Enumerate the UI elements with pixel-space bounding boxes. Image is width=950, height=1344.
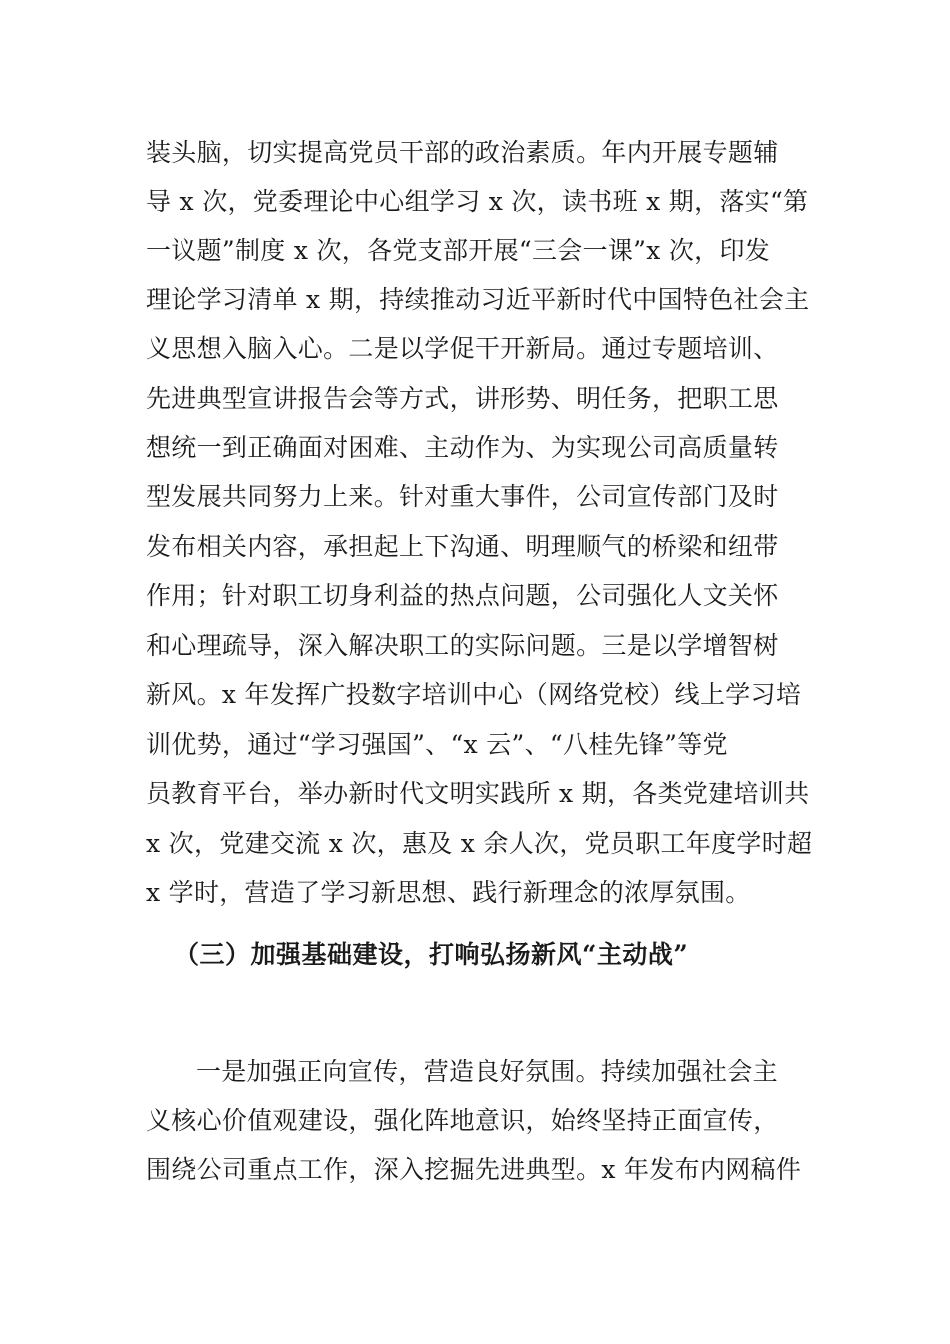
body-text-line: 训优势，通过“学习强国”、“x 云”、“八桂先锋”等党 <box>146 730 728 759</box>
body-text-line: 义核心价值观建设，强化阵地意识，始终坚持正面宣传， <box>146 1106 779 1135</box>
body-text-line: 新风。x 年发挥广投数字培训中心（网络党校）线上学习培 <box>146 680 802 709</box>
body-text-line: 装头脑，切实提高党员干部的政治素质。年内开展专题辅 <box>146 138 779 167</box>
body-text-line: 作用；针对职工切身利益的热点问题，公司强化人文关怀 <box>146 581 779 610</box>
body-text-line: 义思想入脑入心。二是以学促干开新局。通过专题培训、 <box>146 334 779 363</box>
body-text-line: 围绕公司重点工作，深入挖掘先进典型。x 年发布内网稿件 <box>146 1155 802 1184</box>
body-text-line: 一议题”制度 x 次，各党支部开展“三会一课”x 次，印发 <box>146 236 771 265</box>
body-text-line: 理论学习清单 x 期，持续推动习近平新时代中国特色社会主 <box>146 285 810 314</box>
body-text-line: 发布相关内容，承担起上下沟通、明理顺气的桥梁和纽带 <box>146 532 779 561</box>
section-heading: （三）加强基础建设，打响弘扬新风“主动战” <box>174 940 689 969</box>
body-text-line: 员教育平台，举办新时代文明实践所 x 期，各类党建培训共 <box>146 779 810 808</box>
body-text-line: 想统一到正确面对困难、主动作为、为实现公司高质量转 <box>146 433 779 462</box>
body-text-line: 一是加强正向宣传，营造良好氛围。持续加强社会主 <box>196 1057 778 1086</box>
body-text-line: 和心理疏导，深入解决职工的实际问题。三是以学增智树 <box>146 631 779 660</box>
body-text-line: 先进典型宣讲报告会等方式，讲形势、明任务，把职工思 <box>146 384 779 413</box>
body-text-line: 型发展共同努力上来。针对重大事件，公司宣传部门及时 <box>146 482 779 511</box>
body-text-line: x 次，党建交流 x 次，惠及 x 余人次，党员职工年度学时超 <box>146 829 813 858</box>
body-text-line: 导 x 次，党委理论中心组学习 x 次，读书班 x 期，落实“第 <box>146 187 809 216</box>
body-text-line: x 学时，营造了学习新思想、践行新理念的浓厚氛围。 <box>146 878 751 907</box>
